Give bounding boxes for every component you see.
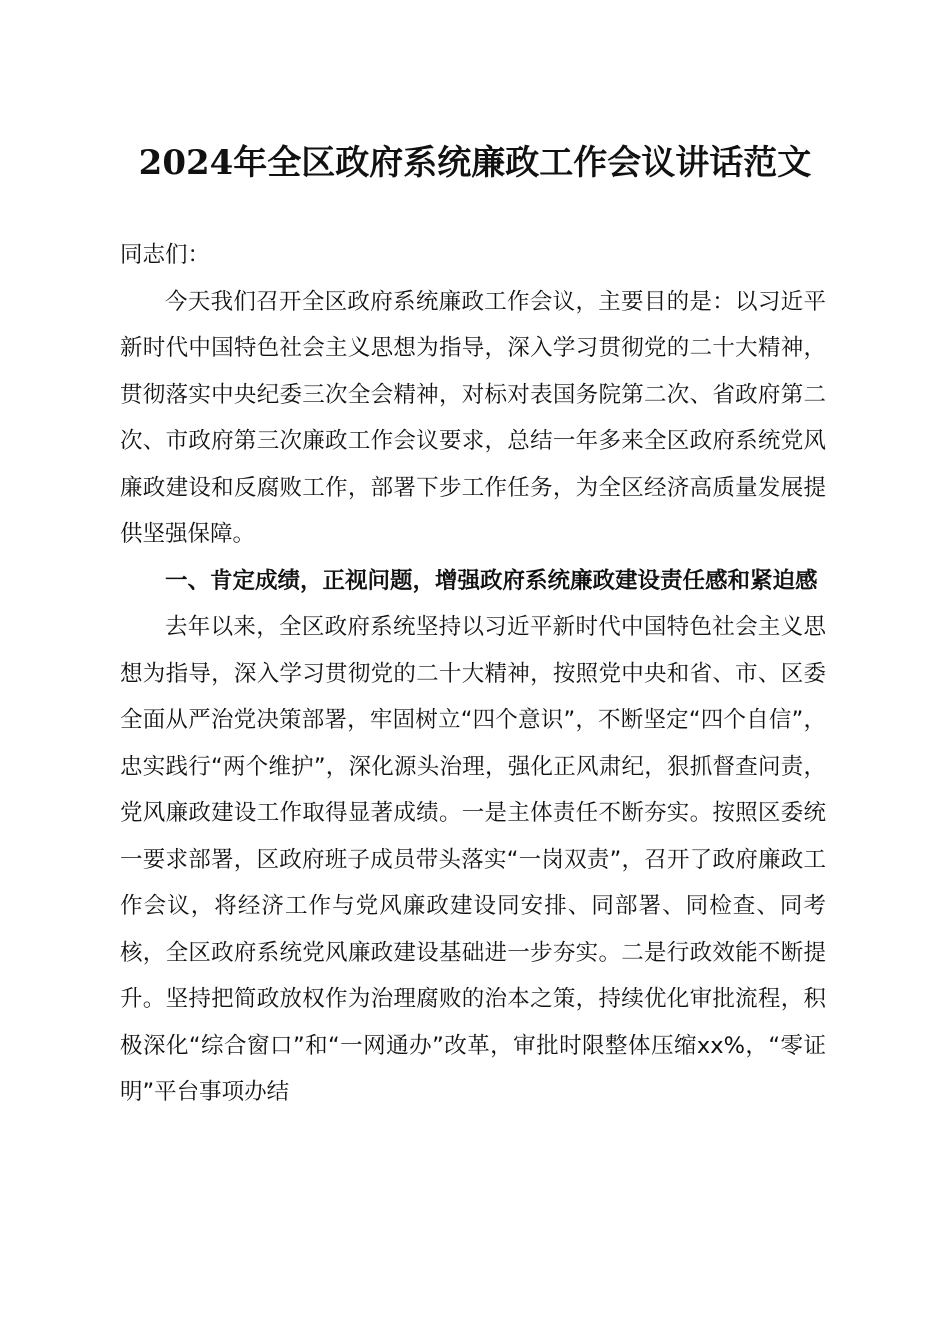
section-heading-1: 一、肯定成绩，正视问题，增强政府系统廉政建设责任感和紧迫感 <box>165 567 818 594</box>
intro-paragraph: 今天我们召开全区政府系统廉政工作会议，主要目的是：以习近平新时代中国特色社会主义思想为指导，深入学习贯彻党的二十大精神，贯彻落实中央纪委三次全会精神，对标对表国务院第二次、省政府第二次、市政府第三次廉政工作会议要求，总结一年多来全区政府系统党风廉政建设和反腐败工作，部署下步工作任务，为全区经济高质量发展提供坚强保障。 <box>120 288 826 547</box>
section-paragraph-1: 去年以来，全区政府系统坚持以习近平新时代中国特色社会主义思想为指导，深入学习贯彻党的二十大精神，按照党中央和省、市、区委全面从严治党决策部署，牢固树立“四个意识”，不断坚定“四个自信”，忠实践行“两个维护”，深化源头治理，强化正风肃纪，狠抓督查问责，党风廉政建设工作取得显著成绩。一是主体责任不断夯实。按照区委统一要求部署，区政府班子成员带头落实“一岗双责”，召开了政府廉政工作会议，将经济工作与党风廉政建设同安排、同部署、同检查、同考核，全区政府系统党风廉政建设基础进一步夯实。二是行政效能不断提升。坚持把简政放权作为治理腐败的治本之策，持续优化审批流程，积极深化“综合窗口”和“一网通办”改革，审批时限整体压缩xx%，“零证明”平台事项办结 <box>120 614 826 1105</box>
document-title: 2024年全区政府系统廉政工作会议讲话范文 <box>138 143 812 183</box>
document-body <box>120 232 826 1116</box>
salutation: 同志们： <box>120 242 211 268</box>
